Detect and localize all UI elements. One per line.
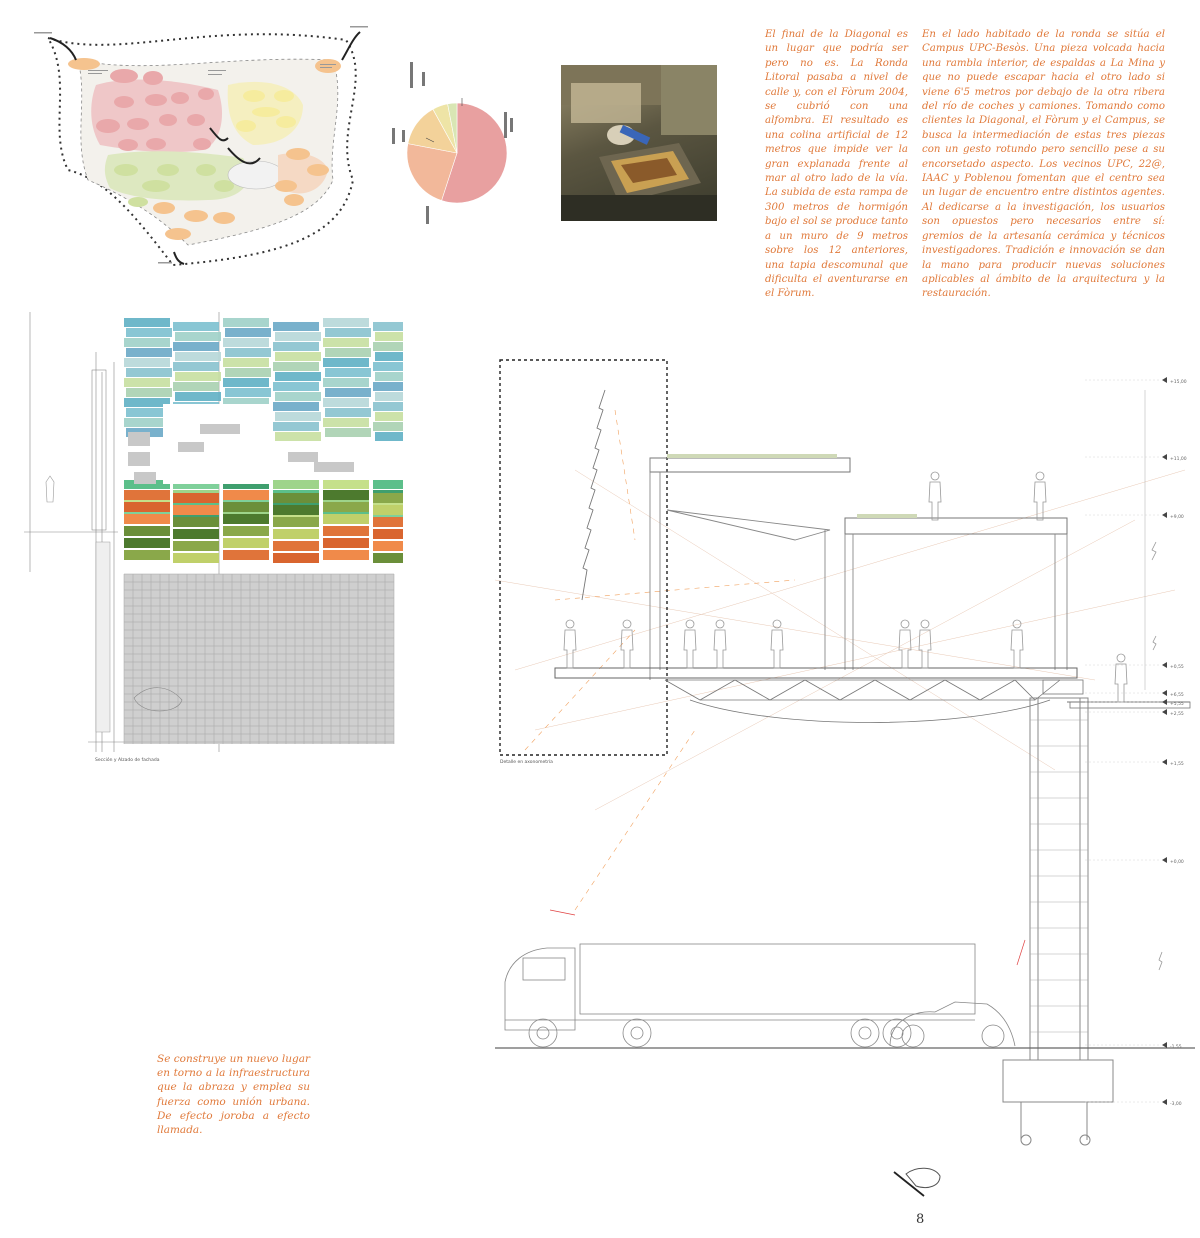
person-silhouette (929, 472, 941, 520)
facade-section-elevation (18, 312, 403, 762)
page-number: 8 (916, 1212, 925, 1227)
ceramic-workshop-photo (561, 65, 717, 221)
person-silhouette (564, 620, 576, 668)
level-label: +0,55 (1170, 665, 1184, 670)
level-label: +9,00 (1170, 515, 1184, 520)
intro-paragraph-diagonal: El final de la Diagonal es un lugar que podría ser pero no es. La Ronda Litoral pasaba a nivel de calle y, con el Fòrum 2004, se cubrió con una alfombra. El resultado es una colina artificial de 12 metros que impide ver la gran explanada frente al mar al otro lado de la vía. La subida de esta rampa de 300 metros de hormigón bajo el sol se produce tanto a un muro de 9 metros sobre los 12 anteriores, una tapia descomunal que dificulta el aventurarse en el Fòrum. (765, 29, 908, 300)
level-label: +1,55 (1170, 762, 1184, 767)
person-silhouette (714, 620, 726, 668)
level-label: -1,55 (1170, 1045, 1182, 1050)
person-silhouette (1034, 472, 1046, 520)
level-label: +2,55 (1170, 712, 1184, 717)
level-label: +15,00 (1170, 380, 1187, 385)
level-label: +6,55 (1170, 693, 1184, 698)
closing-paragraph: Se construye un nuevo lugar en torno a la infraestructura que la abraza y emplea su fuerza como unión urbana. De efecto joroba a efecto llamada. (157, 1053, 310, 1137)
person-silhouette (684, 620, 696, 668)
facade-caption: Sección y Alzado de fachada (95, 758, 160, 763)
level-label: +11,00 (1170, 457, 1187, 462)
site-bubble-diagram (28, 20, 378, 272)
detail-caption: Detalle en axonometría (500, 760, 553, 765)
level-label: +5,55 (1170, 702, 1184, 707)
person-silhouette (621, 620, 633, 668)
program-pie-chart (382, 58, 522, 238)
person-silhouette (899, 620, 911, 668)
north-arrow-icon (888, 1160, 948, 1202)
person-silhouette (1115, 654, 1127, 702)
person-silhouette (1011, 620, 1023, 668)
building-cross-section (495, 350, 1195, 1150)
level-label: +0,00 (1170, 860, 1184, 865)
intro-paragraph-campus: En el lado habitado de la ronda se sitúa el Campus UPC-Besòs. Una pieza volcada hacia una rambla interior, de espaldas a La Mina y que no puede escapar hacia el otro lado si viene 6'5 metros por debajo de la otra ribera del río de coches y camiones. Tomando como clientes la Diagonal, el Fòrum y el Campus, se busca la intermediación de estas tres piezas con un gesto rotundo pero sencillo pese a su encorsetado aspecto. Los vecinos UPC, 22@, IAAC y Poblenou fomentan que el centro sea un lugar de encuentro entre distintos agentes. Al dedicarse a la investigación, los usuarios son opuestos pero necesarios entre sí: gremios de la artesanía cerámica y técnicos investigadores. Tradición e innovación se dan la mano para producir nuevas soluciones aplicables al ámbito de la arquitectura y la restauración. (922, 29, 1165, 300)
level-label: -3,00 (1170, 1102, 1182, 1107)
